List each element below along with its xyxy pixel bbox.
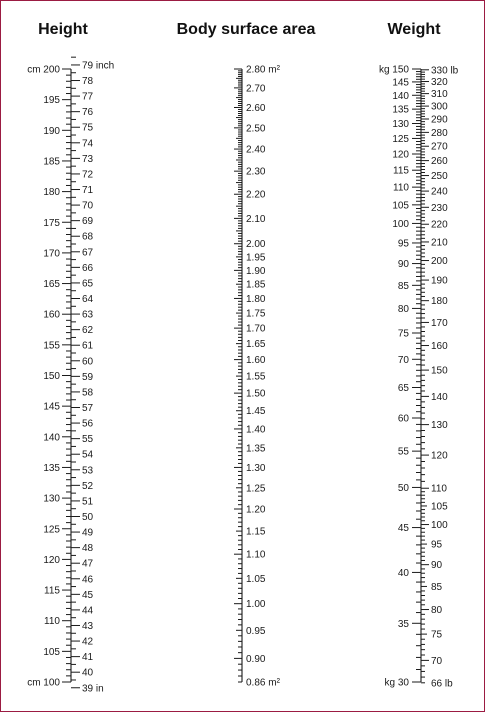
height-inch-label: 71 (82, 185, 94, 197)
height-cm-label: 160 (43, 309, 60, 321)
bsa-label: 1.35 (246, 443, 266, 455)
height-inch-label: 52 (82, 480, 94, 492)
height-cm-label: 105 (43, 646, 60, 658)
weight-kg-label: 75 (397, 328, 409, 340)
height-cm-label: 155 (43, 340, 60, 352)
height-inch-label: 77 (82, 91, 94, 103)
height-inch-label: 78 (82, 76, 94, 88)
height-inch-label: 74 (82, 138, 94, 150)
weight-lb-label: 250 (431, 171, 448, 183)
height-inch-label: 44 (82, 605, 94, 617)
bsa-label: 1.15 (246, 526, 266, 538)
height-inch-label: 55 (82, 434, 94, 446)
bsa-label: 1.55 (246, 371, 266, 383)
weight-kg-label: 60 (397, 413, 409, 425)
weight-lb-label: 160 (431, 341, 448, 353)
height-inch-label: 63 (82, 309, 94, 321)
weight-lb-label: 100 (431, 520, 448, 532)
bsa-label: 2.40 (246, 144, 266, 156)
weight-lb-label: 95 (431, 539, 443, 551)
weight-lb-label: 70 (431, 655, 443, 667)
height-inch-label: 57 (82, 402, 94, 414)
weight-lb-label: 140 (431, 391, 448, 403)
bsa-label: 1.00 (246, 599, 266, 611)
bsa-label: 2.00 (246, 239, 266, 251)
height-cm-label: 165 (43, 279, 60, 291)
bsa-label: 1.45 (246, 406, 266, 418)
bsa-top-label: 2.80 m² (246, 64, 280, 76)
height-cm-label: 125 (43, 524, 60, 536)
weight-lb-top-label: 330 lb (431, 65, 459, 77)
weight-lb-label: 180 (431, 296, 448, 308)
weight-lb-label: 240 (431, 186, 448, 198)
height-cm-label: 110 (44, 616, 60, 628)
bsa-label: 0.95 (246, 625, 266, 637)
weight-kg-label: 100 (392, 218, 409, 230)
height-inch-label: 56 (82, 418, 94, 430)
weight-lb-label: 270 (431, 141, 448, 153)
height-inch-label: 53 (82, 465, 94, 477)
bsa-label: 2.60 (246, 102, 266, 114)
height-cm-label: 145 (43, 401, 60, 413)
weight-kg-label: 125 (392, 133, 409, 145)
height-inch-label: 59 (82, 371, 94, 383)
height-inch-label: 58 (82, 387, 94, 399)
bsa-label: 1.90 (246, 265, 266, 277)
bsa-scale (234, 65, 281, 689)
height-inch-label: 76 (82, 107, 94, 119)
bsa-label: 1.40 (246, 424, 266, 436)
height-cm-label: 185 (43, 156, 60, 168)
weight-lb-label: 210 (431, 237, 448, 249)
bsa-label: 1.80 (246, 293, 266, 305)
height-inch-label: 73 (82, 153, 94, 165)
height-inch-label: 70 (82, 200, 94, 212)
height-cm-label: 120 (43, 554, 60, 566)
weight-kg-label: 145 (392, 77, 409, 89)
weight-kg-label: 120 (392, 149, 409, 161)
height-inch-label: 48 (82, 543, 94, 555)
weight-lb-label: 80 (431, 605, 443, 617)
weight-kg-label: 85 (397, 280, 409, 292)
bsa-label: 1.25 (246, 483, 266, 495)
height-cm-label: 180 (43, 187, 60, 199)
bsa-label: 1.50 (246, 388, 266, 400)
weight-scale (379, 65, 459, 690)
bsa-label: 1.75 (246, 308, 266, 320)
height-cm-label: 135 (43, 462, 60, 474)
weight-lb-label: 105 (431, 501, 448, 513)
weight-lb-bottom-label: 66 lb (431, 678, 453, 690)
weight-lb-label: 130 (431, 420, 448, 432)
height-inch-label: 72 (82, 169, 94, 181)
height-cm-label: 175 (43, 217, 60, 229)
height-inch-label: 43 (82, 620, 94, 632)
weight-lb-label: 75 (431, 629, 443, 641)
weight-lb-label: 300 (431, 101, 448, 113)
bsa-label: 2.50 (246, 123, 266, 135)
height-scale (27, 57, 114, 694)
weight-kg-label: 105 (392, 200, 409, 212)
bsa-label: 2.30 (246, 166, 266, 178)
height-inch-label: 69 (82, 216, 94, 228)
bsa-label: 1.95 (246, 252, 266, 264)
weight-kg-label: 140 (392, 90, 409, 102)
bsa-label: 2.70 (246, 83, 266, 95)
weight-kg-label: 95 (397, 238, 409, 250)
weight-kg-top-label: kg 150 (378, 64, 409, 76)
height-inch-label: 41 (82, 652, 94, 664)
bsa-label: 1.60 (246, 355, 266, 367)
height-inch-label: 42 (82, 636, 94, 648)
height-cm-top-label: cm 200 (27, 64, 60, 76)
height-inch-label: 51 (82, 496, 94, 508)
bsa-label: 2.10 (246, 213, 266, 225)
height-inch-top-label: 79 inch (82, 60, 115, 72)
weight-lb-label: 320 (431, 77, 448, 89)
height-inch-label: 46 (82, 574, 94, 586)
weight-kg-label: 65 (397, 383, 409, 395)
weight-lb-label: 290 (431, 114, 448, 126)
height-header: Height (38, 21, 88, 38)
weight-lb-label: 85 (431, 581, 443, 593)
height-inch-label: 60 (82, 356, 94, 368)
bsa-header: Body surface area (176, 21, 316, 38)
height-inch-bottom-label: 39 in (82, 683, 104, 695)
weight-kg-label: 135 (392, 104, 409, 116)
weight-lb-label: 260 (431, 156, 448, 168)
weight-kg-label: 70 (397, 354, 409, 366)
weight-header: Weight (387, 21, 441, 38)
bsa-label: 2.20 (246, 189, 266, 201)
weight-kg-label: 55 (397, 446, 409, 458)
weight-kg-label: 80 (397, 303, 409, 315)
bsa-label: 1.20 (246, 504, 266, 516)
weight-kg-label: 110 (393, 182, 409, 194)
weight-lb-label: 190 (431, 275, 448, 287)
height-cm-label: 195 (43, 95, 60, 107)
height-inch-label: 45 (82, 589, 94, 601)
bsa-label: 1.05 (246, 573, 266, 585)
height-inch-label: 54 (82, 449, 94, 461)
height-cm-label: 150 (43, 371, 60, 382)
height-inch-label: 67 (82, 247, 94, 259)
weight-lb-label: 220 (431, 219, 448, 231)
height-inch-label: 64 (82, 294, 94, 306)
bsa-bottom-label: 0.86 m² (246, 677, 280, 689)
bsa-label: 1.70 (246, 323, 266, 335)
weight-kg-label: 35 (397, 618, 409, 630)
weight-lb-label: 150 (431, 365, 448, 377)
weight-lb-label: 170 (431, 317, 448, 329)
bsa-label: 1.30 (246, 462, 266, 474)
height-cm-bottom-label: cm 100 (27, 677, 60, 689)
weight-kg-bottom-label: kg 30 (384, 677, 409, 689)
height-inch-label: 40 (82, 667, 94, 679)
height-inch-label: 66 (82, 262, 94, 274)
weight-lb-label: 280 (431, 127, 448, 139)
weight-lb-label: 200 (431, 256, 448, 268)
height-cm-label: 130 (43, 493, 60, 505)
height-inch-label: 75 (82, 122, 94, 134)
height-cm-label: 190 (43, 125, 60, 137)
bsa-label: 1.85 (246, 279, 266, 291)
height-cm-label: 115 (44, 585, 60, 597)
height-cm-label: 140 (43, 432, 60, 444)
height-inch-label: 65 (82, 278, 94, 290)
weight-lb-label: 310 (431, 89, 448, 101)
height-inch-label: 62 (82, 325, 94, 337)
weight-kg-label: 45 (397, 523, 409, 535)
height-inch-label: 68 (82, 231, 94, 243)
weight-lb-label: 230 (431, 202, 448, 214)
height-inch-label: 61 (82, 340, 94, 352)
weight-kg-label: 50 (397, 482, 409, 494)
height-inch-label: 50 (82, 511, 94, 523)
height-inch-label: 49 (82, 527, 94, 539)
bsa-label: 1.10 (246, 549, 266, 561)
weight-kg-label: 40 (397, 567, 409, 579)
weight-lb-label: 120 (431, 450, 448, 462)
weight-kg-label: 115 (393, 165, 409, 177)
weight-kg-label: 90 (397, 259, 409, 271)
height-inch-label: 47 (82, 558, 94, 570)
bsa-label: 1.65 (246, 339, 266, 351)
weight-lb-label: 90 (431, 560, 443, 572)
bsa-label: 0.90 (246, 653, 266, 665)
height-cm-label: 170 (43, 248, 60, 260)
weight-lb-label: 110 (431, 483, 447, 495)
weight-kg-label: 130 (392, 119, 409, 131)
bsa-nomogram (1, 1, 484, 711)
